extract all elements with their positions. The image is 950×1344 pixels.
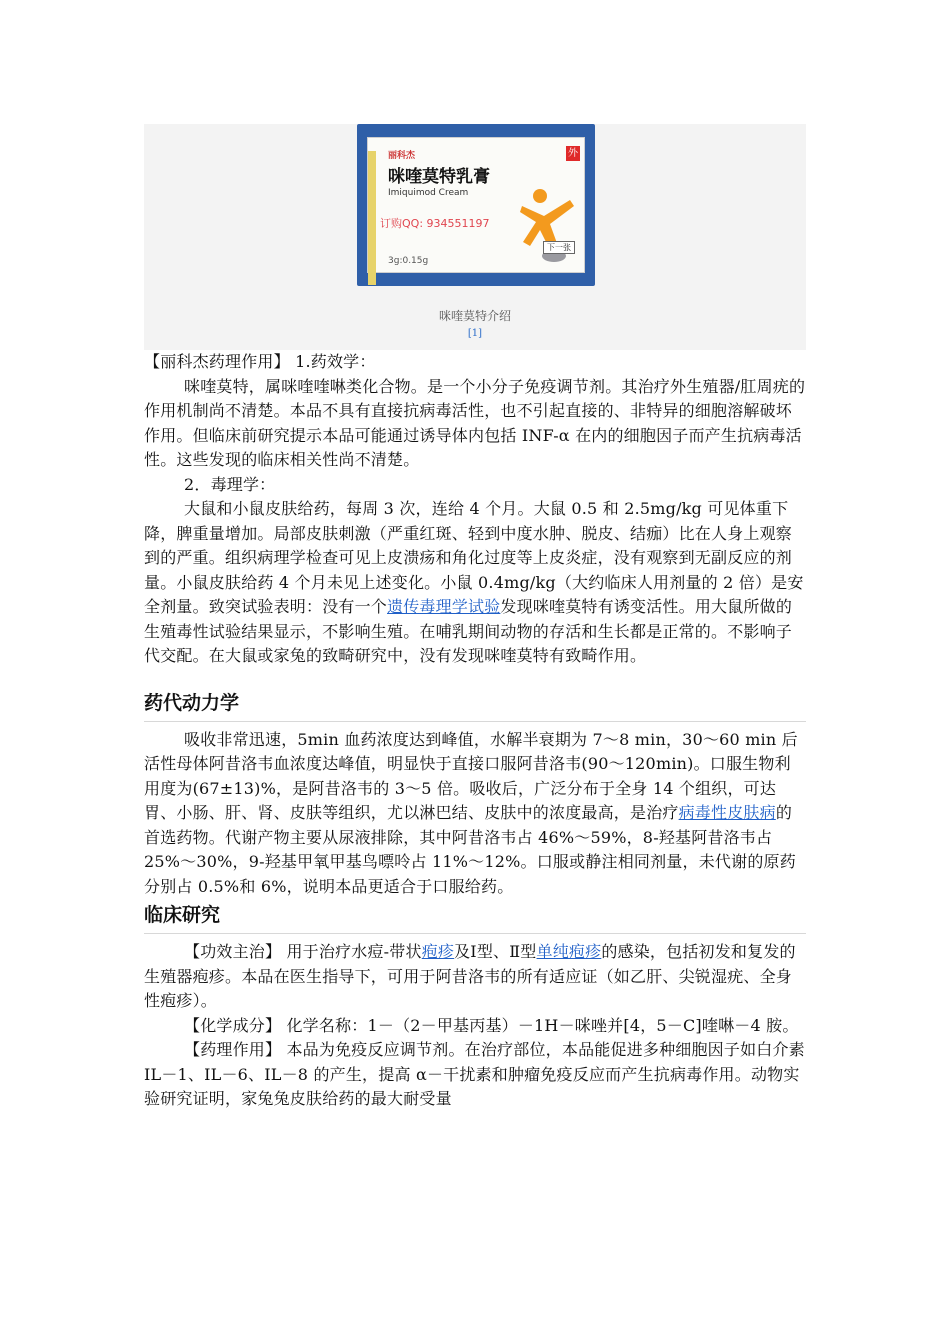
order-watermark: 订购QQ: 934551197 xyxy=(380,217,490,230)
section-title-pharmacokinetics: 药代动力学 xyxy=(144,689,806,722)
viral-skin-disease-link[interactable]: 病毒性皮肤病 xyxy=(678,803,776,822)
product-box xyxy=(367,137,585,273)
product-english-name: Imiquimod Cream xyxy=(388,188,469,198)
paragraph: 【药理作用】 本品为免疫反应调节剂。在治疗部位，本品能促进多种细胞因子如白介素 IL－1、IL－6、IL－8 的产生，提高 α－干扰素和肿瘤免疫反应而产生抗病毒作用。动物实验研究证明，家兔兔皮肤给药的最大耐受量 xyxy=(144,1040,805,1108)
paragraph xyxy=(144,940,806,1014)
paragraph: 【化学成分】 化学名称：1－（2－甲基丙基）－1H－咪唑并[4，5－C]喹啉－4 胺。 xyxy=(184,1015,799,1035)
figure-caption: 咪喹莫特介绍 xyxy=(438,309,511,323)
document-page xyxy=(144,124,806,1112)
reference-link[interactable]: [1] xyxy=(467,328,483,339)
box-edge-band xyxy=(368,151,376,285)
toxicology-heading: 2．毒理学： xyxy=(184,474,276,494)
otc-badge: 外 xyxy=(568,148,578,159)
next-image-button[interactable]: 下一张 xyxy=(543,241,575,254)
product-name: 咪喹莫特乳膏 xyxy=(388,167,490,187)
herpes-simplex-link[interactable]: 单纯疱疹 xyxy=(536,942,602,961)
pharmacology-heading: 【丽科杰药理作用】 1.药效学： xyxy=(144,352,376,371)
text-span: 发现咪喹莫特有诱变活性。用大鼠所做的生殖毒性试验结果显示，不影响生殖。在哺乳期间动物的存活和生长都是正常的。不影响子代交配。在大鼠或家兔的致畸研究中，没有发现咪喹莫特有致畸作用。 xyxy=(144,597,793,665)
text-span: 的首选药物。代谢产物主要从尿液排除，其中阿昔洛韦占 46%～59%，8-羟基阿昔洛韦占 25%～30%，9-羟基甲氧甲基鸟嘌呤占 11%～12%。口服或静注相同剂量，未代谢的原药分别占 0.5%和 6%，说明本品更适合于口服给药。 xyxy=(144,803,796,896)
dose-label: 3g:0.15g xyxy=(388,256,429,266)
text-span: 及Ⅰ型、Ⅱ型 xyxy=(454,942,537,961)
brand-label: 丽科杰 xyxy=(388,151,416,161)
genetic-toxicology-link[interactable]: 遗传毒理学试验 xyxy=(387,597,501,616)
figure-panel xyxy=(144,124,806,350)
text-span: 吸收非常迅速，5min 血药浓度达到峰值，水解半衰期为 7～8 min，30～60 min 后活性母体阿昔洛韦血浓度达峰值，明显快于直接口服阿昔洛韦(90～120min)。口服生物利用度为(67±13)%，是阿昔洛韦的 3～5 倍。吸收后，广泛分布于全身 14 个组织，可达胃、小肠、肝、肾、皮肤等组织，尤以淋巴结、皮肤中的浓度最高，是治疗 xyxy=(144,729,798,822)
herpes-link[interactable]: 疱疹 xyxy=(421,942,455,961)
text-span: 【功效主治】 用于治疗水痘-带状 xyxy=(184,942,422,961)
paragraph: 咪喹莫特，属咪喹喹啉类化合物。是一个小分子免疫调节剂。其治疗外生殖器/肛周疣的作用机制尚不清楚。本品不具有直接抗病毒活性，也不引起直接的、非特异的细胞溶解破坏作用。但临床前研究提示本品可能通过诱导体内包括 INF-α 在内的细胞因子而产生抗病毒活性。这些发现的临床相关性尚不清楚。 xyxy=(144,376,806,469)
section-title-clinical: 临床研究 xyxy=(144,901,806,934)
product-image[interactable] xyxy=(357,124,595,286)
text-span: 大鼠和小鼠皮肤给药，每周 3 次，连给 4 个月。大鼠 0.5 和 2.5mg/kg 可见体重下降，脾重量增加。局部皮肤刺激（严重红斑、轻到中度水肿、脱皮、结痂）比在人身上观察到的严重。组织病理学检查可见上皮溃疡和角化过度等上皮炎症，没有观察到无副反应的剂量。小鼠皮肤给药 4 个月未见上述变化。小鼠 0.4mg/kg（大约临床人用剂量的 2 倍）是安全剂量。致突试验表明：没有一个 xyxy=(144,499,804,616)
text-span: 的感染，包括初发和复发的生殖器疱疹。本品在医生指导下，可用于阿昔洛韦的所有适应证（如乙肝、尖锐湿疣、全身性疱疹）。 xyxy=(144,942,796,1010)
paragraph xyxy=(144,728,806,900)
paragraph xyxy=(144,497,806,669)
